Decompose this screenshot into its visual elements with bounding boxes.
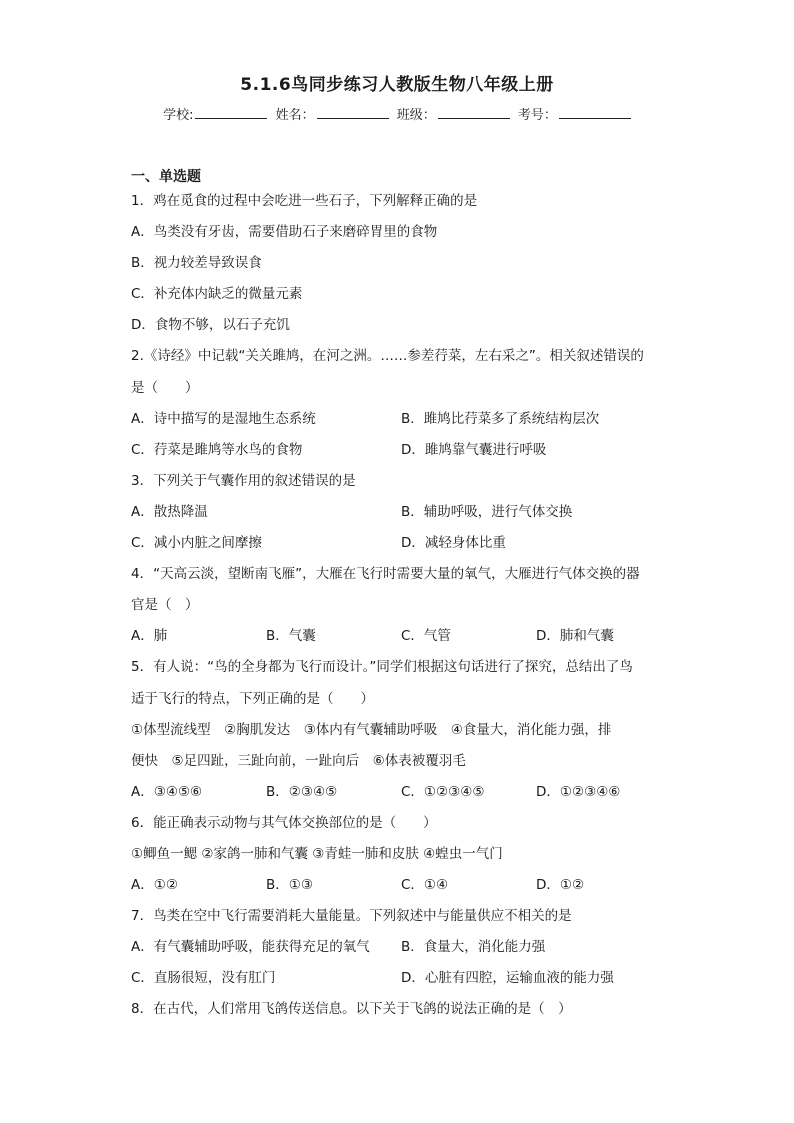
student-info-row: [0, 104, 794, 123]
q3-option-a: A．散热降温: [131, 503, 208, 520]
q2-option-c: C．荇菜是雎鸠等水鸟的食物: [131, 441, 303, 458]
q4-stem-line1: 4．“天高云淡，望断南飞雁”，大雁在飞行时需要大量的氧气，大雁进行气体交换的器: [131, 566, 640, 583]
q2-option-a: A．诗中描写的是湿地生态系统: [131, 410, 316, 427]
q1-option-a: A．鸟类没有牙齿，需要借助石子来磨碎胃里的食物: [131, 224, 438, 241]
q2-option-d: D．雎鸠靠气囊进行呼吸: [401, 441, 547, 458]
q5-stem-line2: 适于飞行的特点，下列正确的是（ ）: [131, 690, 374, 707]
q5-options: [131, 781, 671, 812]
q6-option-b: B．①③: [266, 877, 313, 894]
q1-option-d: D．食物不够，以石子充饥: [131, 317, 290, 334]
q6-stem: 6．能正确表示动物与其气体交换部位的是（ ）: [131, 814, 437, 831]
q3-option-c: C．减小内脏之间摩擦: [131, 535, 262, 552]
q5-items-line2: 便快 ⑤足四趾，三趾向前，一趾向后 ⑥体表被覆羽毛: [131, 752, 466, 769]
q3-option-b: B．辅助呼吸，进行气体交换: [401, 503, 573, 520]
q7-option-c: C．直肠很短，没有肛门: [131, 970, 276, 987]
class-blank: [438, 106, 510, 119]
q1-option-c: C．补充体内缺乏的微量元素: [131, 286, 303, 303]
questions: [131, 190, 671, 1030]
q4-stem-line2: 官是（ ）: [131, 597, 199, 614]
q8-stem: 8．在古代，人们常用飞鸽传送信息。以下关于飞鸽的说法正确的是（ ）: [131, 1001, 572, 1018]
q6-option-c: C．①④: [401, 877, 449, 894]
q5-option-c: C．①②③④⑤: [401, 783, 485, 800]
q1-option-b: B．视力较差导致误食: [131, 255, 262, 272]
q5-option-d: D．①②③④⑥: [536, 783, 621, 800]
q2-options-row2: [131, 439, 671, 470]
exam-number-label: 考号：: [517, 108, 557, 123]
q2-options-row1: [131, 408, 671, 439]
q6-items: ①鲫鱼一鳃 ②家鸽一肺和气囊 ③青蛙一肺和皮肤 ④蝗虫一气门: [131, 845, 503, 862]
q7-options-row1: [131, 936, 671, 967]
q5-stem-line1: 5．有人说：“鸟的全身都为飞行而设计。”同学们根据这句话进行了探究，总结出了鸟: [131, 659, 633, 676]
q2-stem-line2: 是（ ）: [131, 379, 199, 396]
q2-stem-line1: 2.《诗经》中记载“关关雎鸠，在河之洲。……参差荇菜，左右采之”。相关叙述错误的: [131, 348, 644, 365]
q3-options-row1: [131, 501, 671, 532]
page-title: 5.1.6鸟同步练习人教版生物八年级上册: [240, 75, 554, 95]
class-field: [397, 104, 510, 123]
q3-options-row2: [131, 532, 671, 563]
q7-stem: 7．鸟类在空中飞行需要消耗大量能量。下列叙述中与能量供应不相关的是: [131, 908, 572, 925]
exam-number-field: [518, 104, 631, 123]
q1-stem: 1．鸡在觅食的过程中会吃进一些石子，下列解释正确的是: [131, 193, 478, 209]
q4-option-b: B．气囊: [266, 628, 316, 645]
q5-option-a: A．③④⑤⑥: [131, 783, 203, 800]
q7-option-b: B．食量大，消化能力强: [401, 939, 546, 956]
q3-stem: 3．下列关于气囊作用的叙述错误的是: [131, 472, 356, 489]
section-title: 一、单选题: [131, 169, 201, 185]
q4-option-d: D．肺和气囊: [536, 628, 614, 645]
q2-option-b: B．雎鸠比荇菜多了系统结构层次: [401, 410, 600, 427]
q3-option-d: D．减轻身体比重: [401, 535, 506, 552]
q6-option-a: A．①②: [131, 877, 178, 894]
q7-options-row2: [131, 967, 671, 998]
q4-option-a: A．肺: [131, 628, 168, 645]
q6-options: [131, 874, 671, 905]
name-label: 姓名：: [275, 108, 315, 123]
q5-items-line1: ①体型流线型 ②胸肌发达 ③体内有气囊辅助呼吸 ④食量大，消化能力强，排: [131, 721, 612, 738]
q4-options: [131, 625, 671, 656]
name-blank: [317, 106, 389, 119]
q5-option-b: B．②③④⑤: [266, 783, 338, 800]
q4-option-c: C．气管: [401, 628, 451, 645]
q7-option-a: A．有气囊辅助呼吸，能获得充足的氧气: [131, 939, 370, 956]
class-label: 班级：: [396, 108, 436, 123]
q6-option-d: D．①②: [536, 877, 585, 894]
q7-option-d: D．心脏有四腔，运输血液的能力强: [401, 970, 614, 987]
name-field: [276, 104, 389, 123]
exam-number-blank: [559, 106, 631, 119]
school-blank: [195, 106, 267, 119]
school-field: [163, 104, 267, 123]
school-label: 学校:: [163, 108, 194, 123]
